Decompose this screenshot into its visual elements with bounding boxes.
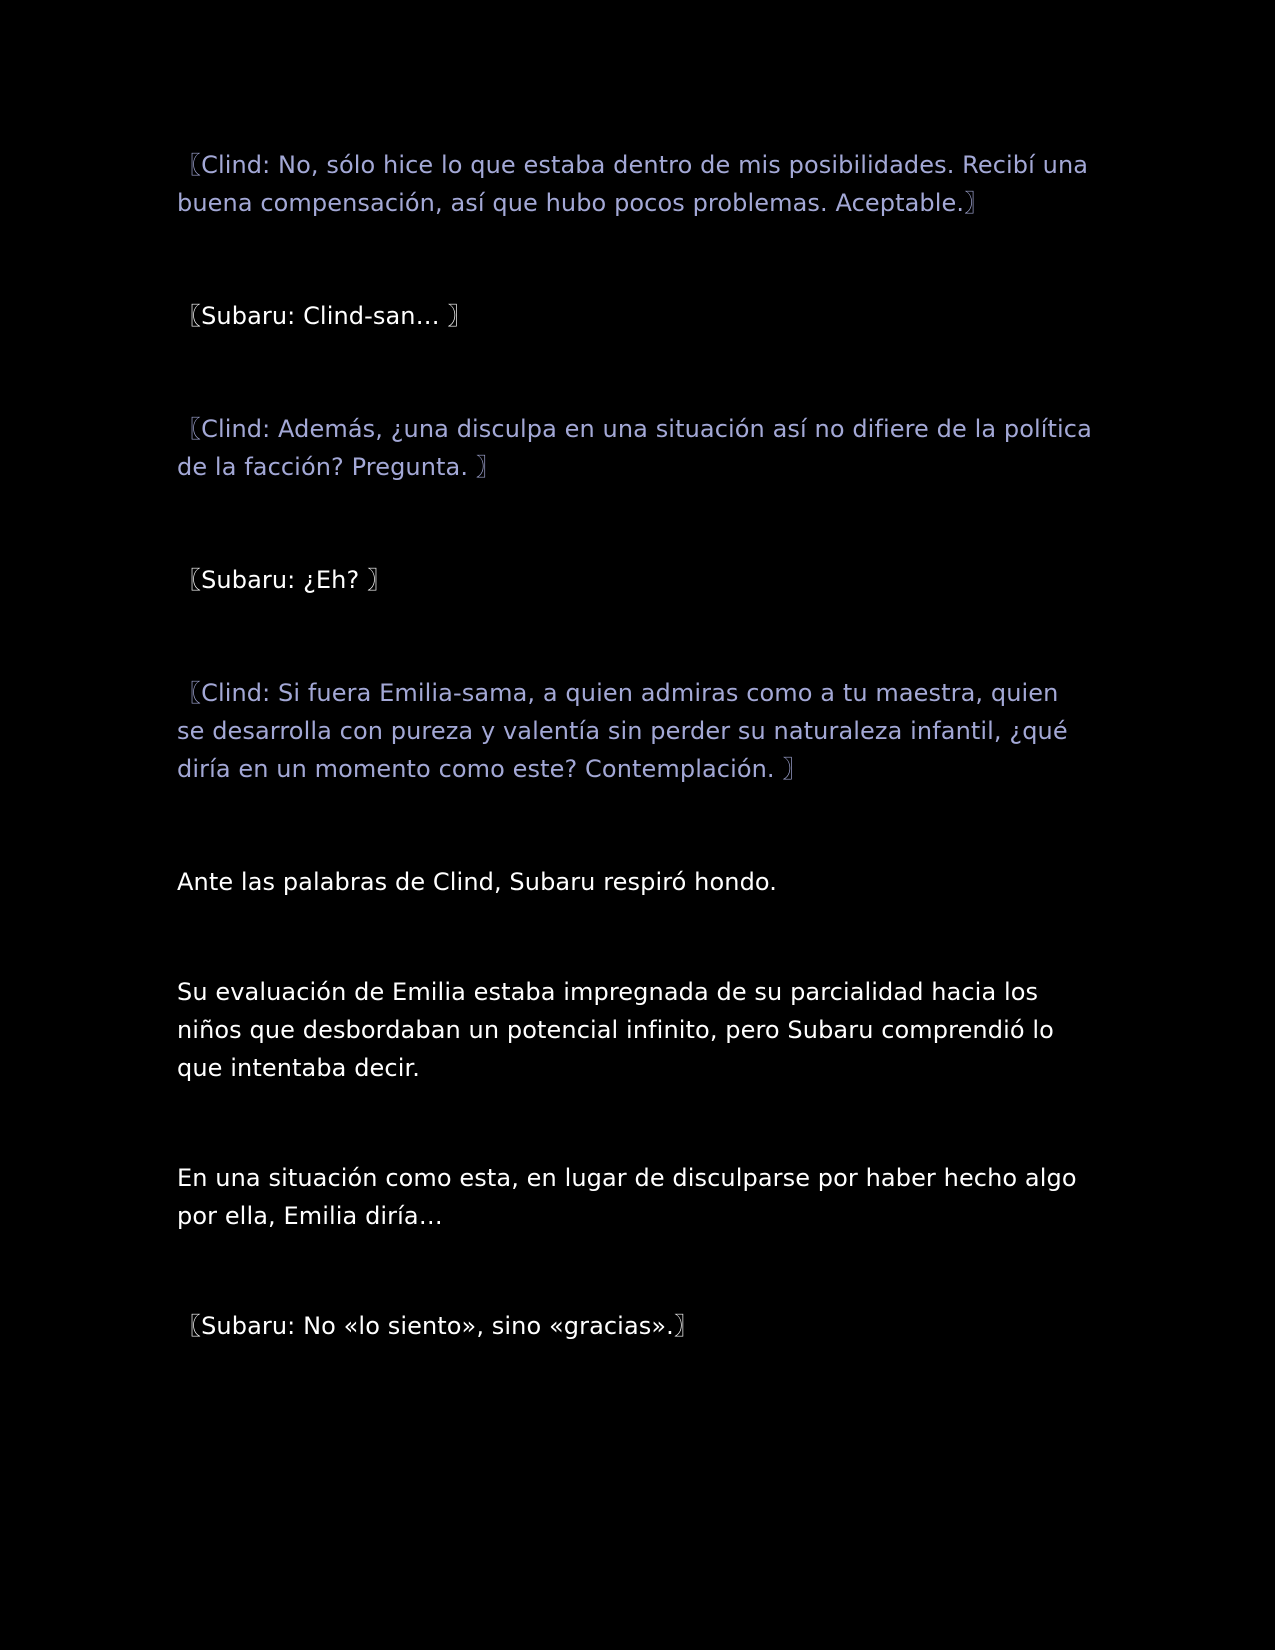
- narration-paragraph: En una situación como esta, en lugar de disculparse por haber hecho algo por ella, Emilia diría…: [177, 1164, 1077, 1230]
- dialogue-clind: 〖Clind: No, sólo hice lo que estaba dentro de mis posibilidades. Recibí una buena compensación, así que hubo pocos problemas. Aceptable.〗: [177, 151, 1089, 217]
- dialogue-subaru: 〖Subaru: Clind-san… 〗: [177, 302, 472, 330]
- narration-paragraph: Su evaluación de Emilia estaba impregnada de su parcialidad hacia los niños que desbordaban un potencial infinito, pero Subaru comprendió lo que intentaba decir.: [177, 978, 1054, 1082]
- dialogue-subaru: 〖Subaru: ¿Eh? 〗: [177, 566, 392, 594]
- narration-paragraph: Ante las palabras de Clind, Subaru respiró hondo.: [177, 868, 778, 896]
- dialogue-subaru: 〖Subaru: No «lo siento», sino «gracias».〗: [177, 1312, 698, 1340]
- dialogue-clind: 〖Clind: Si fuera Emilia-sama, a quien admiras como a tu maestra, quien se desarrolla con pureza y valentía sin perder su naturaleza infantil, ¿qué diría en un momento como este? Contemplación. 〗: [177, 679, 1068, 783]
- dialogue-clind: 〖Clind: Además, ¿una disculpa en una situación así no difiere de la política de la facción? Pregunta. 〗: [177, 415, 1092, 481]
- document-body: [177, 146, 1093, 1345]
